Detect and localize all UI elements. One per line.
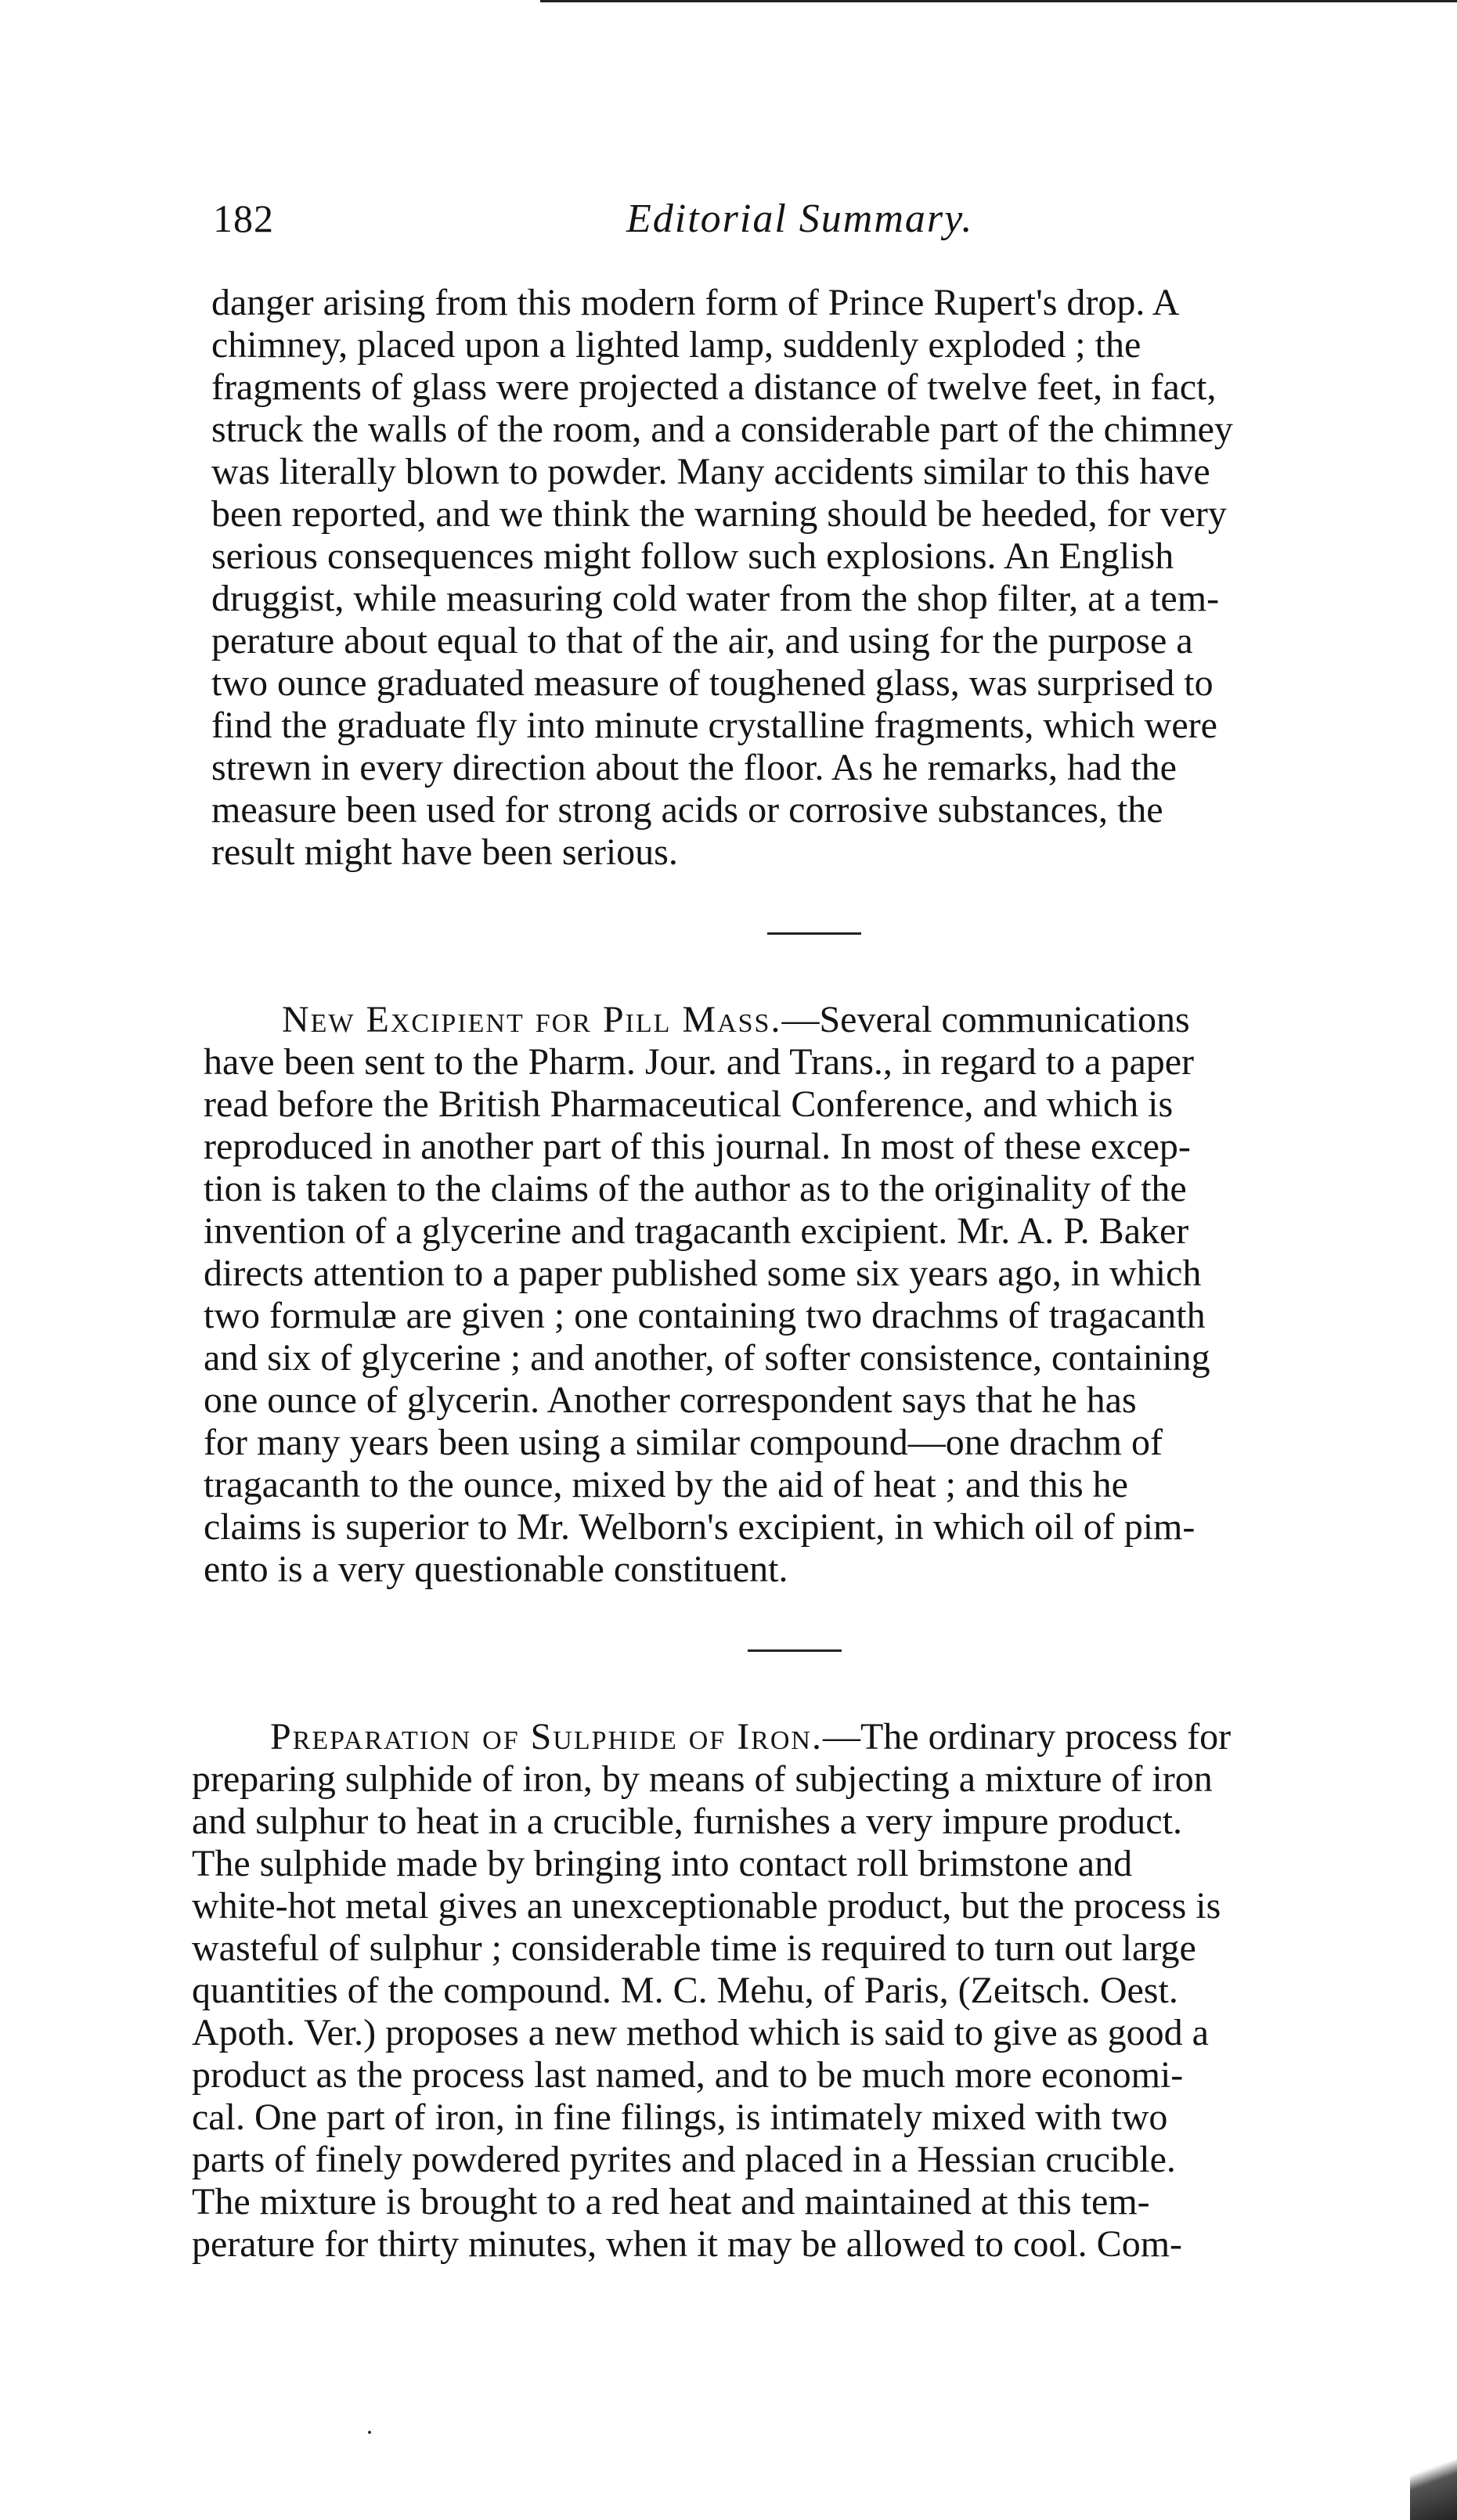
text-line: chimney, placed upon a lighted lamp, suddenly exploded ; the [211, 324, 1141, 366]
text-line: ento is a very questionable constituent. [204, 1548, 788, 1590]
text-line: serious consequences might follow such explosions. An English [211, 535, 1174, 577]
text-line: find the graduate fly into minute crystalline fragments, which were [211, 705, 1217, 746]
text-line: directs attention to a paper published some six years ago, in which [204, 1253, 1202, 1294]
ink-speck [368, 2431, 371, 2434]
text-line: parts of finely powdered pyrites and placed in a Hessian crucible. [192, 2139, 1176, 2180]
text-line: been reported, and we think the warning should be heeded, for very [211, 493, 1227, 535]
text-line: reproduced in another part of this journal. In most of these excep- [204, 1126, 1191, 1167]
text-line: and six of glycerine ; and another, of softer consistence, containing [204, 1337, 1210, 1379]
text-line: The mixture is brought to a red heat and maintained at this tem- [192, 2181, 1150, 2223]
text-line: quantities of the compound. M. C. Mehu, of Paris, (Zeitsch. Oest. [192, 1970, 1178, 2011]
text-line: struck the walls of the room, and a considerable part of the chimney [211, 409, 1233, 450]
text-line-rest: —Several communications [781, 999, 1190, 1040]
text-line: preparing sulphide of iron, by means of subjecting a mixture of iron [192, 1758, 1213, 1800]
text-line: and sulphur to heat in a crucible, furnishes a very impure product. [192, 1801, 1182, 1842]
page-number: 182 [213, 196, 274, 240]
text-line [204, 999, 1409, 1041]
text-line: read before the British Pharmaceutical Conference, and which is [204, 1083, 1174, 1125]
text-line: The sulphide made by bringing into contact roll brimstone and [192, 1843, 1133, 1884]
text-line: two ounce graduated measure of toughened glass, was surprised to [211, 662, 1214, 704]
text-line-rest: —The ordinary process for [822, 1716, 1232, 1758]
text-line: claims is superior to Mr. Welborn's excipient, in which oil of pim- [204, 1506, 1196, 1548]
text-line: measure been used for strong acids or corrosive substances, the [211, 789, 1163, 831]
text-line: perature about equal to that of the air, and using for the purpose a [211, 620, 1193, 662]
text-line: white-hot metal gives an unexceptionable product, but the process is [192, 1885, 1221, 1927]
article-sulphide-of-iron [192, 1716, 1397, 2266]
text-line: was literally blown to powder. Many accidents similar to this have [211, 451, 1210, 492]
section-divider [188, 874, 1425, 999]
running-title: Editorial Summary. [626, 196, 974, 241]
section-divider [188, 1591, 1425, 1716]
text-line: result might have been serious. [211, 831, 678, 873]
text-line: wasteful of sulphur ; considerable time is required to turn out large [192, 1927, 1196, 1969]
text-line [192, 1716, 1397, 1758]
page-header [188, 196, 1425, 282]
text-line: perature for thirty minutes, when it may be allowed to cool. Com- [192, 2223, 1183, 2265]
text-line: strewn in every direction about the floor. As he remarks, had the [211, 747, 1177, 788]
top-border-rule [540, 0, 1457, 2]
text-line: cal. One part of iron, in fine filings, is intimately mixed with two [192, 2096, 1168, 2138]
article-heading: New Excipient for Pill Mass. [282, 999, 782, 1040]
page [188, 196, 1425, 2266]
text-line: danger arising from this modern form of Prince Rupert's drop. A [211, 282, 1180, 323]
text-line: for many years been using a similar compound—one drachm of [204, 1422, 1163, 1463]
text-line: fragments of glass were projected a distance of twelve feet, in fact, [211, 366, 1217, 408]
article-heading: Preparation of Sulphide of Iron. [270, 1716, 823, 1758]
text-line: have been sent to the Pharm. Jour. and Trans., in regard to a paper [204, 1041, 1195, 1083]
text-line: Apoth. Ver.) proposes a new method which is said to give as good a [192, 2012, 1209, 2053]
text-line: druggist, while measuring cold water from the shop filter, at a tem- [211, 578, 1220, 619]
text-line: one ounce of glycerin. Another correspondent says that he has [204, 1379, 1137, 1421]
article-new-excipient [204, 999, 1409, 1591]
text-line: product as the process last named, and to be much more economi- [192, 2054, 1184, 2096]
article-prince-ruperts-drop [211, 282, 1417, 874]
page-corner-shadow [1410, 2434, 1457, 2520]
text-line: tion is taken to the claims of the author as to the originality of the [204, 1168, 1187, 1210]
text-line: invention of a glycerine and tragacanth excipient. Mr. A. P. Baker [204, 1210, 1189, 1252]
text-line: tragacanth to the ounce, mixed by the aid of heat ; and this he [204, 1464, 1128, 1505]
text-line: two formulæ are given ; one containing two drachms of tragacanth [204, 1295, 1206, 1336]
